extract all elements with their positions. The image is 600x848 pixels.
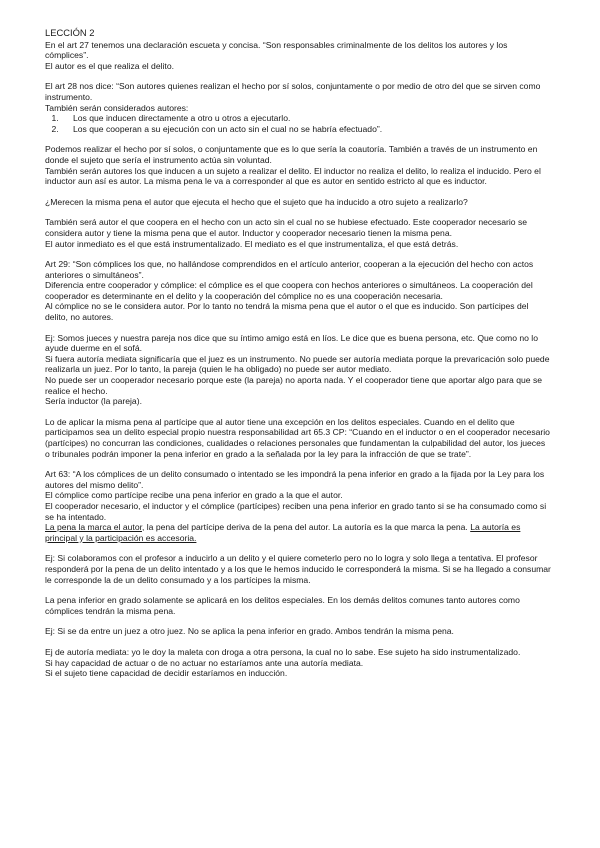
paragraph: El autor es el que realiza el delito.: [45, 60, 174, 71]
paragraph: En el art 27 tenemos una declaración escueta y concisa. “Son responsables criminalmente de los delitos los autores y los cómplices”.: [45, 39, 508, 61]
underlined-text: La pena la marca el autor: [45, 522, 142, 533]
example-paragraph: Ej: Si se da entre un juez a otro juez. No se aplica la pena inferior en grado. Ambos tendrán la misma pena.: [45, 626, 454, 637]
paragraph: También será autor el que coopera en el hecho con un acto sin el cual no se hubiese efectuado. Este cooperador necesario se considera autor y tiene la misma pena que el autor. Inductor y cooperador necesario tienen la misma pena.: [45, 217, 528, 238]
example-paragraph: Ej: Somos jueces y nuestra pareja nos dice que su íntimo amigo está en líos. Le dice que es buena persona, etc. Que como no lo ayude duerme en el sofá.: [45, 332, 538, 354]
paragraph: La pena inferior en grado solamente se aplicará en los delitos especiales. En los demás delitos comunes tanto autores como cómplices tendrán la misma pena.: [45, 595, 520, 616]
paragraph: Sería inductor (la pareja).: [45, 396, 142, 407]
paragraph: Art 29: “Son cómplices los que, no hallándose comprendidos en el artículo anterior, cooperan a la ejecución del hecho con actos anteriores o simultáneos”.: [45, 259, 534, 280]
paragraph: El cómplice como partícipe recibe una pena inferior en grado a la que el autor.: [45, 490, 343, 501]
paragraph: También serán autores los que inducen a un sujeto a realizar el delito. El inductor no realiza el delito, lo realiza el inducido. Pero el inductor aun así es autor. La misma pena le va a corresponder al que es autor en sentido estricto al que es inductor.: [45, 165, 541, 187]
list-item: 2. Los que cooperan a su ejecución con un acto sin el cual no se habría efectuado”.: [61, 124, 552, 135]
paragraph: No puede ser un cooperador necesario porque este (la pareja) no aporta nada. Y el cooperador tiene que aportar algo para que se realice el hecho.: [45, 375, 543, 396]
example-paragraph: Ej de autoría mediata: yo le doy la maleta con droga a otra persona, la cual no lo sabe. Ese sujeto ha sido instrumentalizado.: [45, 646, 521, 657]
lesson-title: LECCIÓN 2: [45, 27, 95, 38]
paragraph: También serán considerados autores:: [45, 102, 189, 113]
paragraph: Al cómplice no se le considera autor. Por lo tanto no tendrá la misma pena que el autor o el que es inducido. Son partícipes del delito, no autores.: [45, 301, 529, 323]
paragraph: Podemos realizar el hecho por sí solos, o conjuntamente que es lo que sería la coautoría. También a través de un instrumento en donde el sujeto que sería el instrumento actúa sin voluntad.: [45, 144, 538, 165]
text-run: , la pena del partícipe deriva de la pena del autor. La autoría es la que marca la pena.: [141, 522, 471, 533]
example-paragraph: Ej: Si colaboramos con el profesor a inducirlo a un delito y el quiere cometerlo pero no lo logra y solo llega a tentativa. El profesor responderá por la pena de un delito intentado y a los que le hemos inducido le corresponderá la misma. Si se ha llegado a consumar le corresponde la de un delito consumado y a los partícipes la misma.: [45, 553, 551, 585]
paragraph: Art 63: “A los cómplices de un delito consumado o intentado se les impondrá la pena inferior en grado a la fijada por la Ley para los autores del mismo delito”.: [45, 469, 545, 490]
question-paragraph: ¿Merecen la misma pena el autor que ejecuta el hecho que el sujeto que ha inducido a otro sujeto a realizarlo?: [45, 196, 468, 207]
paragraph: Si fuera autoría mediata significaría que el juez es un instrumento. No puede ser autoría mediata porque la prevaricación solo puede realizarla un juez. Por lo tanto, la pareja (quien le ha obligado) no puede ser autor mediato.: [45, 353, 550, 375]
paragraph: El cooperador necesario, el inductor y el cómplice (partícipes) reciben una pena inferior en grado tanto si se ha consumado como si se ha intentado.: [45, 500, 547, 522]
underlined-text: La autoría es principal y la participación es accesoria.: [45, 522, 521, 543]
paragraph: Lo de aplicar la misma pena al partícipe que al autor tiene una excepción en los delitos especiales. Cuando en el delito que participamos sea un delito especial propio nuestra responsabilidad art 65.3 CP: “Cuando en el inductor o en el cooperador necesario (partícipes) no concurran las condiciones, cualidades o relaciones personales que fundamentan la culpabilidad del autor, los jueces o tribunales podrán imponer la pena inferior en grado a la señalada por la ley para la infracción de que se trate”.: [45, 416, 550, 459]
paragraph: El autor inmediato es el que está instrumentalizado. El mediato es el que instrumentaliza, el que está detrás.: [45, 238, 459, 249]
paragraph: El art 28 nos dice: “Son autores quienes realizan el hecho por sí solos, conjuntamente o por medio de otro del que se sirven como instrumento.: [45, 81, 541, 102]
paragraph: Diferencia entre cooperador y cómplice: el cómplice es el que coopera con hechos anteriores o simultáneos. La cooperación del cooperador es determinante en el delito y la cooperación del cómplice no es una cooperación necesaria.: [45, 280, 533, 301]
numbered-list: [45, 113, 552, 134]
paragraph: [45, 522, 552, 543]
paragraph: Si hay capacidad de actuar o de no actuar no estaríamos ante una autoría mediata.: [45, 657, 364, 668]
list-item: 1. Los que inducen directamente a otro u otros a ejecutarlo.: [61, 113, 552, 124]
paragraph: Si el sujeto tiene capacidad de decidir estaríamos en inducción.: [45, 668, 288, 679]
